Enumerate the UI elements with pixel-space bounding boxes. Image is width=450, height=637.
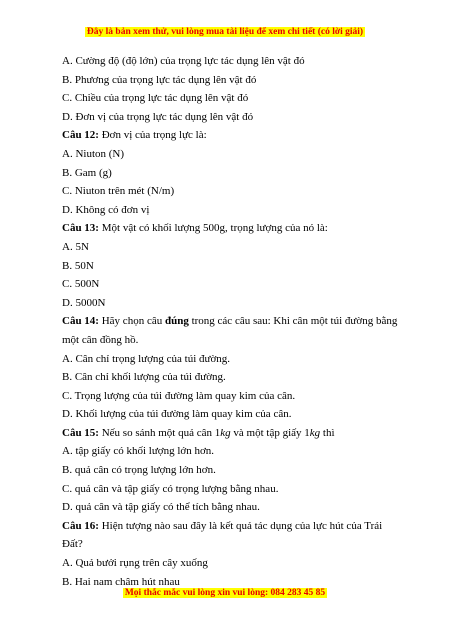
q14-text-after: trong các câu sau: Khi cân một túi đường bằng [188,315,398,328]
q11-option-c: C. Chiều của trọng lực tác dụng lên vật đó [62,92,249,105]
q12-option-c: C. Niuton trên mét (N/m) [62,185,175,198]
q13-option-a: A. 5N [62,240,89,253]
q14-emphasis: đúng [164,315,189,328]
q11-option-b: B. Phương của trọng lực tác dụng lên vật đó [62,73,257,86]
q15-option-d: D. quả cân và tập giấy có thể tích bằng nhau. [62,501,260,514]
q16-label: Câu 16: [62,519,99,532]
question-12 [62,126,392,145]
footer-banner-text: Mọi thắc mắc vui lòng xin vui lòng: 084 283 45 85 [124,588,326,598]
header-banner [0,26,450,38]
q12-text: Đơn vị của trọng lực là: [98,129,207,142]
q15-unit2: kg [309,426,321,439]
q13-option-d: D. 5000N [62,296,106,309]
q14-text-line2: một cân đồng hồ. [62,333,139,346]
q16-option-a: A. Quả bưởi rụng trên cây xuống [62,557,208,570]
q15-option-a: A. tập giấy có khối lượng lớn hơn. [62,445,215,458]
question-14 [62,312,398,331]
q12-option-d: D. Không có đơn vị [62,203,150,216]
q14-option-b: B. Cân chỉ khối lượng của túi đường. [62,371,226,384]
question-15 [62,424,392,443]
q15-label: Câu 15: [62,426,99,439]
q16-option-b: B. Hai nam châm hút nhau [62,575,180,588]
q15-option-b: B. quả cân có trọng lượng lớn hơn. [62,464,216,477]
document-body [62,52,398,591]
q11-option-a: A. Cường độ (độ lớn) của trọng lực tác dụng lên vật đó [62,55,305,67]
q14-option-c: C. Trọng lượng của túi đường làm quay kim của cân. [62,389,296,402]
q13-option-c: C. 500N [62,278,100,291]
q15-option-c: C. quả cân và tập giấy có trọng lượng bằng nhau. [62,482,279,495]
q12-option-b: B. Gam (g) [62,166,112,179]
q13-option-b: B. 50N [62,259,94,272]
footer-banner [0,587,450,599]
q13-text: Một vật có khối lượng 500g, trọng lượng của nó là: [98,222,328,235]
q15-text-part3: thì [320,426,335,439]
q15-unit1: kg [220,426,231,439]
q15-text-part1: Nếu so sánh một quả cân 1 [98,426,221,439]
q15-text-part2: và một tập giấy 1 [230,426,310,439]
q12-option-a: A. Niuton (N) [62,147,125,160]
q16-text: Hiện tượng nào sau đây là kết quả tác dụng của lực hút của Trái [98,519,383,532]
q16-text-line2: Đất? [62,538,83,551]
q14-label: Câu 14: [62,315,99,328]
q14-option-d: D. Khối lượng của túi đường làm quay kim của cân. [62,408,292,421]
q14-text-before: Hãy chọn câu [98,315,165,328]
header-banner-text: Đây là bản xem thử, vui lòng mua tài liệu để xem chi tiết (có lời giải) [86,27,364,37]
question-13 [62,219,392,238]
q14-option-a: A. Cân chỉ trọng lượng của túi đường. [62,352,231,365]
question-16 [62,517,392,536]
q13-label: Câu 13: [62,222,99,235]
q11-option-d: D. Đơn vị của trọng lực tác dụng lên vật đó [62,110,254,123]
q12-label: Câu 12: [62,129,99,142]
